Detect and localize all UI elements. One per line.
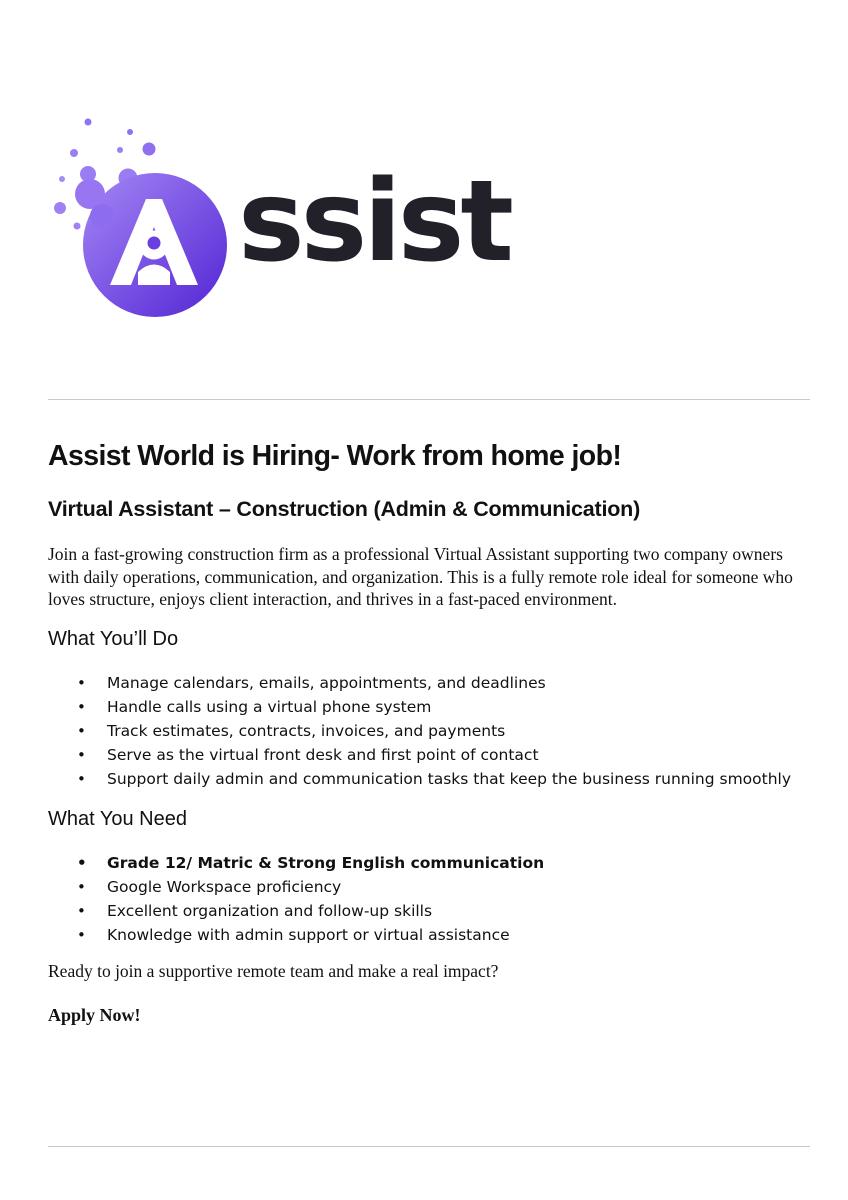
list-item: • Handle calls using a virtual phone system [48, 695, 818, 719]
assist-logo-mark-icon [50, 112, 250, 322]
duties-heading: What You’ll Do [48, 627, 179, 650]
needs-list [48, 851, 818, 947]
apply-now-text: Apply Now! [48, 1004, 141, 1025]
top-divider [48, 399, 810, 400]
posting-content [48, 437, 818, 1027]
bottom-divider [48, 1146, 810, 1147]
list-item: • Manage calendars, emails, appointments, and deadlines [48, 671, 818, 695]
list-item: • Grade 12/ Matric & Strong English communication [48, 851, 818, 875]
list-item: • Support daily admin and communication tasks that keep the business running smoothly [48, 767, 818, 791]
list-item: • Knowledge with admin support or virtual assistance [48, 923, 818, 947]
role-intro: Join a fast-growing construction firm as a professional Virtual Assistant supporting two company owners with daily operations, communication, and organization. This is a fully remote role ideal for someone who loves structure, enjoys client interaction, and thrives in a fast-paced environment. [48, 544, 793, 609]
posting-headline: Assist World is Hiring- Work from home job! [48, 440, 622, 472]
list-item: • Excellent organization and follow-up skills [48, 899, 818, 923]
assist-logo-wordmark: ssist [238, 157, 510, 287]
needs-heading: What You Need [48, 807, 187, 830]
role-title: Virtual Assistant – Construction (Admin & Communication) [48, 497, 641, 521]
duties-list [48, 671, 818, 791]
list-item: • Google Workspace proficiency [48, 875, 818, 899]
list-item: • Serve as the virtual front desk and first point of contact [48, 743, 818, 767]
closing-text: Ready to join a supportive remote team and make a real impact? [48, 960, 499, 981]
list-item: • Track estimates, contracts, invoices, and payments [48, 719, 818, 743]
